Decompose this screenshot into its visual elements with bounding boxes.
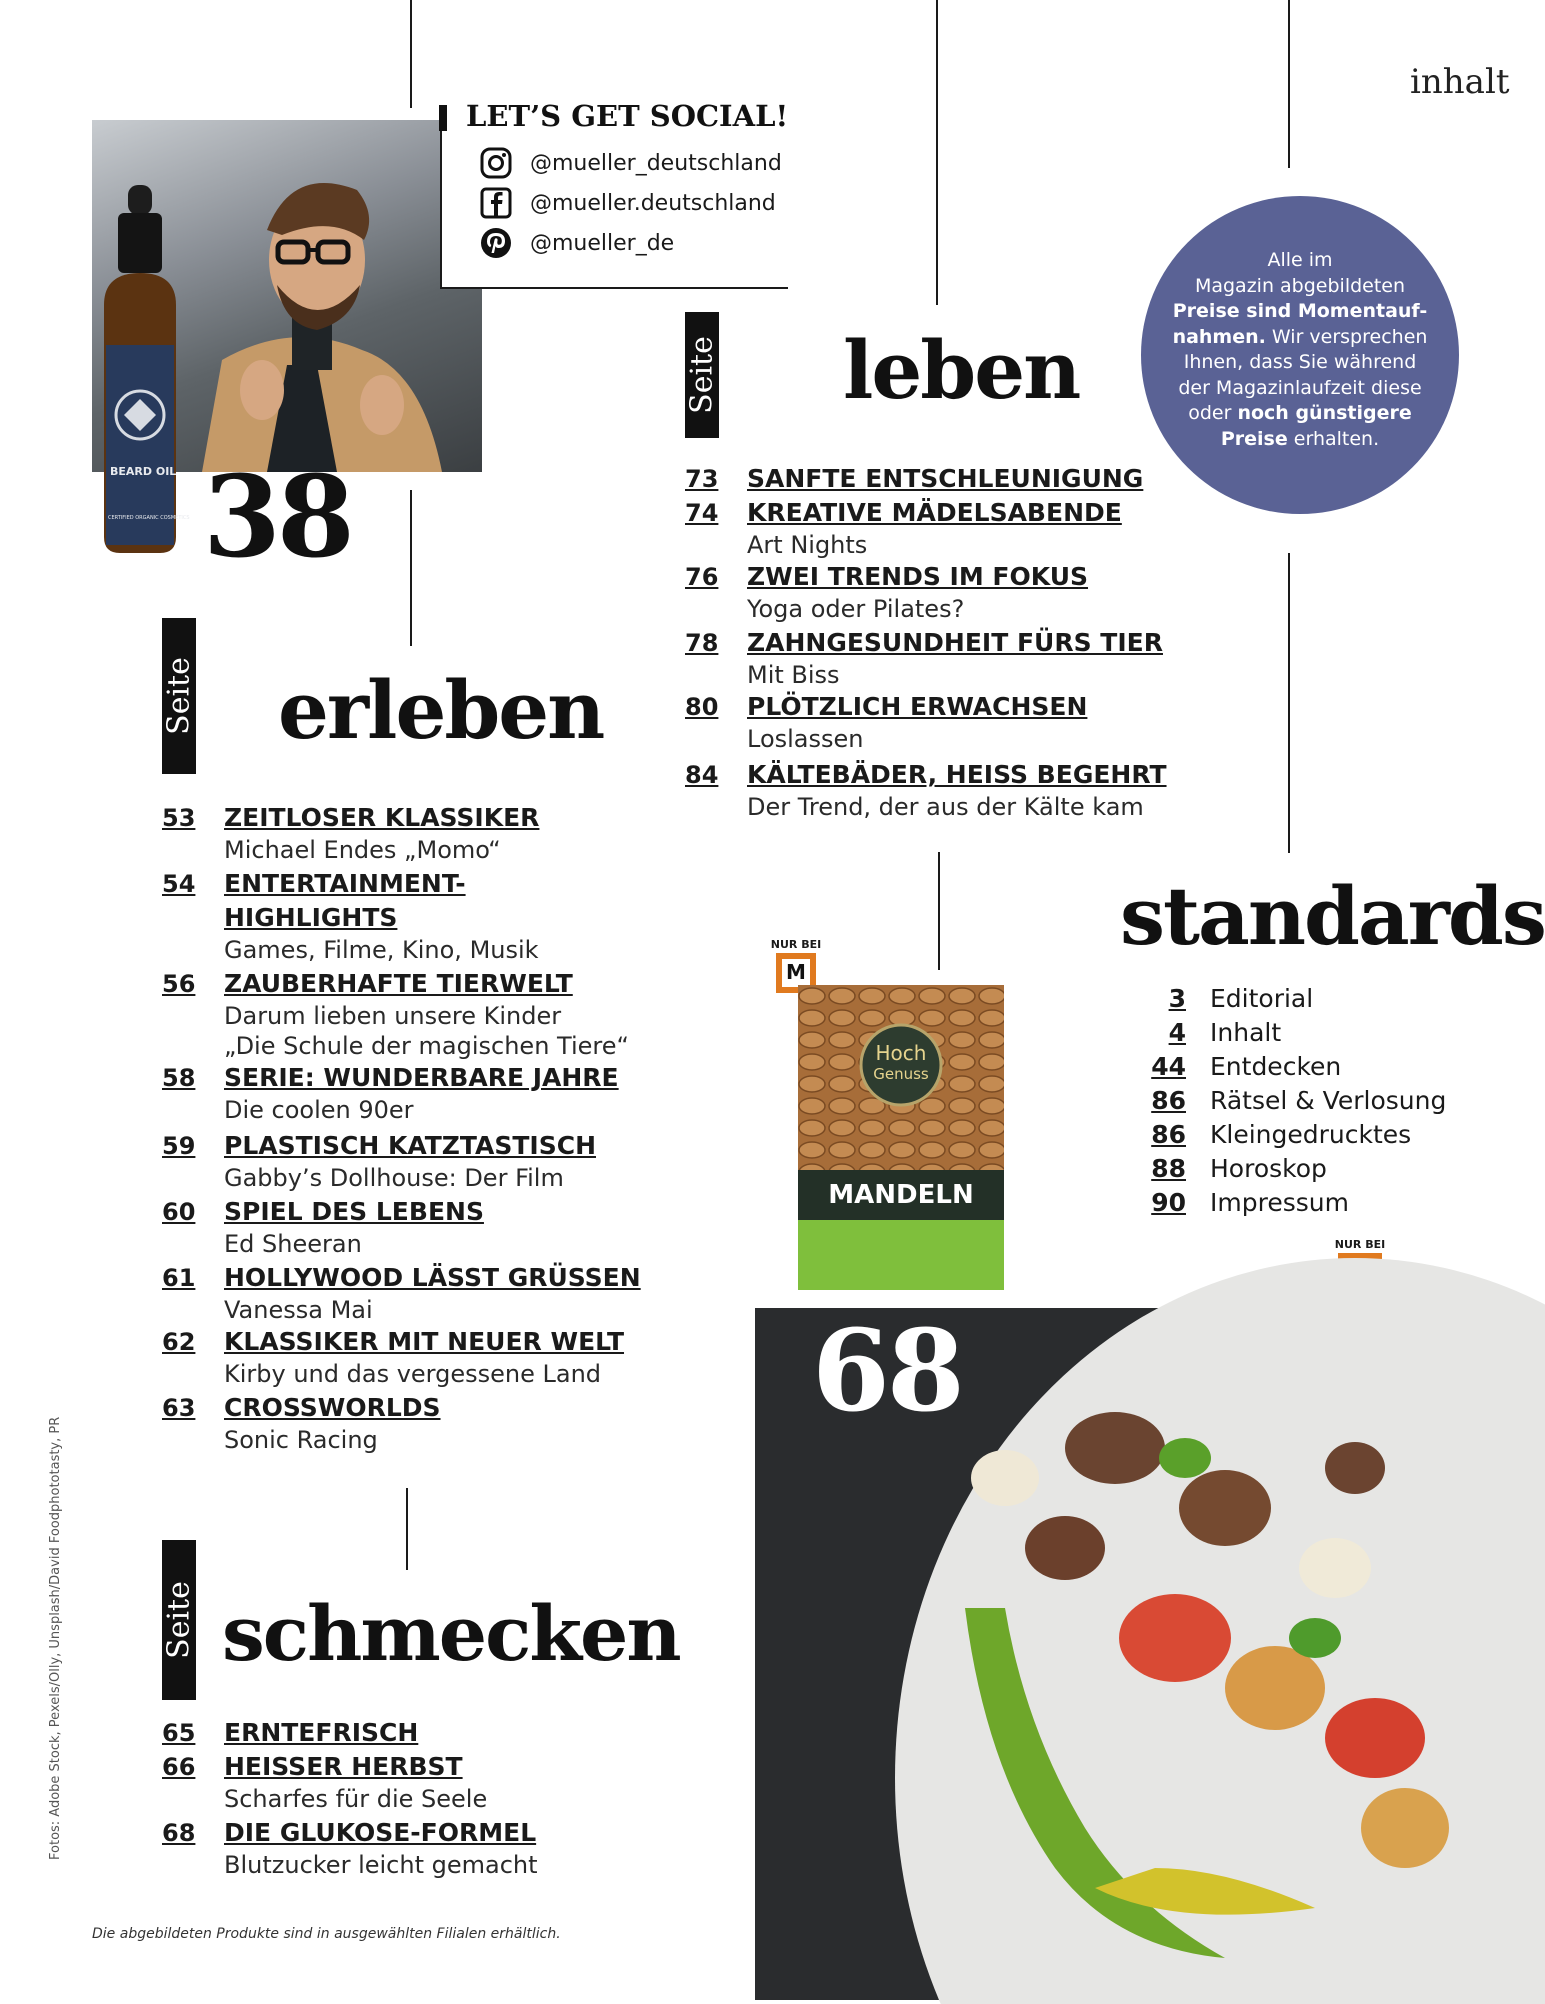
toc-entry[interactable] [685,626,1245,690]
seite-tab [162,618,196,774]
toc-page-number: 3 [1168,984,1186,1013]
seite-label: Seite [684,336,720,414]
toc-page-number: 90 [1151,1188,1186,1217]
toc-entry[interactable] [685,462,1245,496]
toc-subtitle: Gabby’s Dollhouse: Der Film [224,1164,564,1192]
section-heading-schmecken: schmecken [222,1589,680,1678]
toc-entry[interactable] [685,560,1245,626]
toc-page-number: 53 [162,804,196,832]
toc-page-number: 76 [685,563,719,591]
divider-line [1288,553,1290,853]
toc-subtitle: Mit Biss [747,661,840,689]
toc-page-number: 56 [162,970,196,998]
toc-entry[interactable] [1150,1186,1450,1220]
facebook-icon [478,185,514,221]
toc-page-number: 54 [162,870,196,898]
toc-page-number: 86 [1151,1086,1186,1115]
toc-entry[interactable] [1150,1084,1450,1118]
toc-title: ZWEI TRENDS IM FOKUS [747,562,1089,591]
toc-subtitle: Yoga oder Pilates? [747,595,965,623]
divider-line [410,0,412,108]
toc-page-number: 80 [685,693,719,721]
page-number-feature: 38 [203,452,351,583]
toc-page-number: 84 [685,761,719,789]
almond-brand-2: Genuss [873,1065,929,1083]
toc-page-number: 59 [162,1132,196,1160]
toc-entry[interactable] [685,496,1245,560]
toc-subtitle: Der Trend, der aus der Kälte kam [747,793,1144,821]
instagram-link[interactable] [478,143,782,183]
toc-standards [1150,982,1450,1220]
photo-credit: Fotos: Adobe Stock, Pexels/Olly, Unsplash/David Foodphototasty, PR [48,1416,63,1860]
toc-entry[interactable] [162,801,682,867]
price-note-line: nahmen. Wir versprechen [1172,325,1428,348]
toc-subtitle: Michael Endes „Momo“ [224,836,501,864]
page-number-feature: 68 [812,1306,962,1437]
toc-subtitle: Scharfes für die Seele [224,1785,488,1813]
toc-entry[interactable] [1150,1118,1450,1152]
toc-title: SANFTE ENTSCHLEUNIGUNG [747,464,1144,493]
toc-entry[interactable] [685,690,1245,758]
toc-title-continued: HIGHLIGHTS [224,903,398,932]
toc-entry[interactable] [162,1391,682,1455]
toc-subtitle: Ed Sheeran [224,1230,362,1258]
mueller-logo-icon: M [776,953,816,993]
toc-subtitle: Games, Filme, Kino, Musik [224,936,539,964]
pinterest-handle: @mueller_de [530,230,675,256]
facebook-handle: @mueller.deutschland [530,190,776,216]
social-title-bar [439,105,447,131]
section-heading-leben: leben [843,323,1080,417]
toc-entry[interactable] [162,1816,682,1882]
toc-erleben [162,801,682,1455]
toc-entry[interactable] [685,758,1245,822]
pinterest-link[interactable] [478,223,782,263]
social-box [440,99,789,289]
toc-page-number: 73 [685,465,719,493]
toc-entry[interactable] [162,1716,682,1750]
toc-title: SPIEL DES LEBENS [224,1197,484,1226]
seite-tab [685,312,719,438]
toc-title: HOLLYWOOD LÄSST GRÜSSEN [224,1263,641,1292]
instagram-handle: @mueller_deutschland [530,150,782,176]
toc-entry[interactable] [162,1750,682,1816]
toc-title: ERNTEFRISCH [224,1718,419,1747]
toc-page-number: 60 [162,1198,196,1226]
nur-bei-text: NUR BEI [770,938,822,951]
seite-label: Seite [161,1581,197,1659]
divider-line [406,1488,408,1570]
almond-brand: Hoch [875,1041,927,1065]
toc-subtitle: Loslassen [747,725,864,753]
seite-label: Seite [161,657,197,735]
toc-title: Kleingedrucktes [1210,1120,1412,1149]
facebook-link[interactable] [478,183,782,223]
price-note-line: Magazin abgebildeten [1194,274,1406,297]
toc-entry[interactable] [162,1195,682,1261]
toc-leben [685,462,1245,822]
pinterest-icon [478,225,514,261]
price-note-line: Ihnen, dass Sie während [1183,351,1417,373]
toc-subtitle: Kirby und das vergessene Land [224,1360,602,1388]
toc-subtitle: „Die Schule der magischen Tiere“ [224,1032,629,1060]
toc-entry[interactable] [162,1129,682,1195]
toc-page-number: 63 [162,1394,196,1422]
toc-subtitle: Blutzucker leicht gemacht [224,1851,538,1879]
beard-oil-bottle [84,185,196,555]
toc-entry[interactable] [1150,982,1450,1016]
toc-page-number: 44 [1151,1052,1186,1081]
price-note-line: oder noch günstigere [1188,402,1412,424]
toc-entry[interactable] [1150,1016,1450,1050]
divider-line [938,852,940,970]
toc-title: Horoskop [1210,1154,1327,1183]
toc-page-number: 74 [685,499,719,527]
nur-bei-text: NUR BEI [1334,1238,1386,1251]
toc-title: Entdecken [1210,1052,1342,1081]
price-note-line: der Magazinlaufzeit diese [1178,376,1422,399]
section-heading-standards: standards [1120,869,1545,963]
social-title: LET’S GET SOCIAL! [466,99,789,133]
section-label: inhalt [1410,62,1510,102]
toc-page-number: 88 [1151,1154,1186,1183]
toc-title: HEISSER HERBST [224,1752,463,1781]
toc-title: CROSSWORLDS [224,1393,441,1422]
toc-subtitle: Vanessa Mai [224,1296,373,1324]
toc-page-number: 66 [162,1753,196,1781]
toc-title: KÄLTEBÄDER, HEISS BEGEHRT [747,760,1167,789]
toc-title: Rätsel & Verlosung [1210,1086,1447,1115]
toc-page-number: 78 [685,629,719,657]
toc-title: SERIE: WUNDERBARE JAHRE [224,1063,619,1092]
price-note-line: Preise sind Momentauf- [1172,300,1428,322]
toc-entry[interactable] [162,967,682,1061]
toc-subtitle: Art Nights [747,531,868,559]
toc-subtitle: Sonic Racing [224,1426,378,1454]
section-heading-erleben: erleben [278,663,604,757]
toc-title: DIE GLUKOSE-FORMEL [224,1818,537,1847]
toc-subtitle: Darum lieben unsere Kinder [224,1002,562,1030]
almond-package [798,985,1004,1290]
toc-subtitle: Die coolen 90er [224,1096,414,1124]
almond-product-name: MANDELN [828,1180,974,1210]
toc-page-number: 65 [162,1719,196,1747]
toc-entry[interactable] [162,1325,682,1391]
toc-title: PLÖTZLICH ERWACHSEN [747,692,1088,721]
toc-entry[interactable] [162,867,682,967]
toc-page-number: 4 [1168,1018,1186,1047]
toc-entry[interactable] [162,1061,682,1129]
instagram-icon [478,145,514,181]
toc-title: Impressum [1210,1188,1349,1217]
price-note-line: Alle im [1267,249,1333,271]
toc-page-number: 68 [162,1819,196,1847]
beard-oil-sublabel: CERTIFIED ORGANIC COSMETICS [108,515,190,521]
toc-entry[interactable] [1150,1050,1450,1084]
toc-title: Editorial [1210,984,1314,1013]
toc-title: ZAUBERHAFTE TIERWELT [224,969,573,998]
price-note-line: Preise erhalten. [1220,427,1380,450]
toc-title: PLASTISCH KATZTASTISCH [224,1131,596,1160]
divider-line [936,0,938,305]
toc-schmecken [162,1716,682,1882]
toc-page-number: 62 [162,1328,196,1356]
toc-entry[interactable] [1150,1152,1450,1186]
divider-line [1288,0,1290,168]
toc-title: ENTERTAINMENT- [224,869,466,898]
footer-note: Die abgebildeten Produkte sind in ausgewählten Filialen erhältlich. [92,1926,561,1942]
toc-page-number: 61 [162,1264,196,1292]
divider-line [410,490,412,646]
toc-title: ZEITLOSER KLASSIKER [224,803,540,832]
toc-title: ZAHNGESUNDHEIT FÜRS TIER [747,628,1163,657]
toc-page-number: 58 [162,1064,196,1092]
toc-page-number: 86 [1151,1120,1186,1149]
toc-entry[interactable] [162,1261,682,1325]
beard-oil-label: BEARD OIL [110,465,177,478]
seite-tab [162,1540,196,1700]
toc-title: Inhalt [1210,1018,1282,1047]
toc-title: KREATIVE MÄDELSABENDE [747,498,1122,527]
toc-title: KLASSIKER MIT NEUER WELT [224,1327,625,1356]
